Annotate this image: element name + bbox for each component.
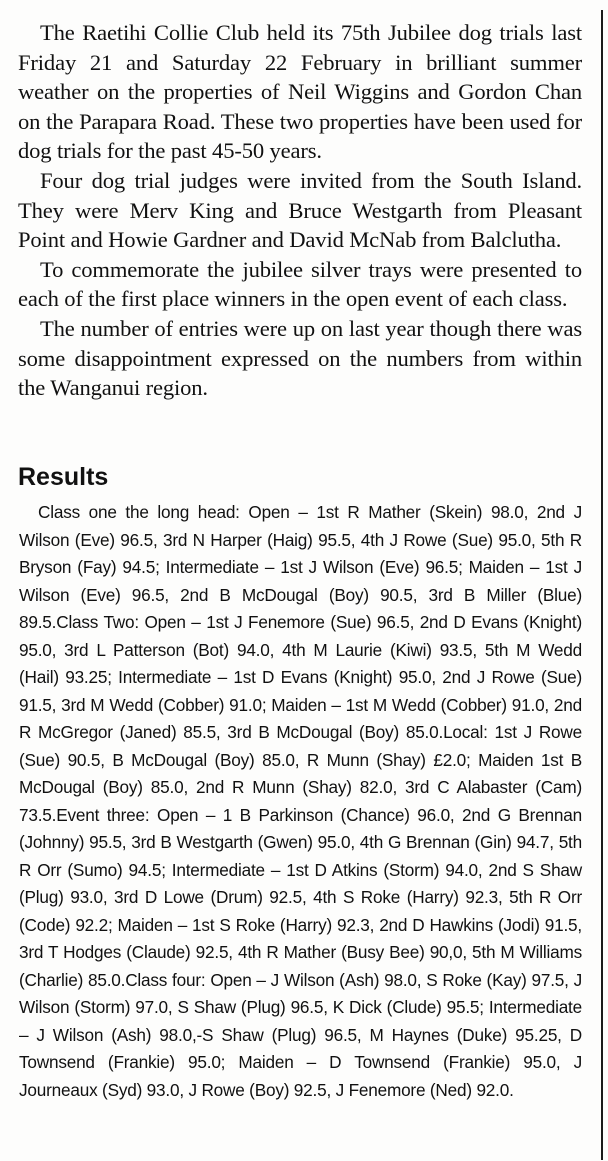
- article-paragraph-3: To commemorate the jubilee silver trays were presented to each of the first place winners in the open event of each class.: [18, 256, 582, 312]
- column-rule: [601, 10, 603, 1160]
- article-paragraph-1: The Raetihi Collie Club held its 75th Jubilee dog trials last Friday 21 and Saturday 22 February in brilliant summer weather on the properties of Neil Wiggins and Gordon Chan on the Parapara Road. These two properties have been used for dog trials for the past 45-50 years.: [18, 20, 582, 164]
- article-paragraph-2: Four dog trial judges were invited from the South Island. They were Merv King and Bruce Westgarth from Pleasant Point and Howie Gardner and David McNab from Balclutha.: [18, 167, 582, 253]
- results-listing: Class one the long head: Open – 1st R Mather (Skein) 98.0, 2nd J Wilson (Eve) 96.5, 3rd N Harper (Haig) 95.5, 4th J Rowe (Sue) 95.0, 5th R Bryson (Fay) 94.5; Intermediate – 1st J Wilson (Eve) 96.5; Maiden – 1st J Wilson (Eve) 96.5, 2nd B McDougal (Boy) 90.5, 3rd B Miller (Blue) 89.5.Class Two: Open – 1st J Fenemore (Sue) 96.5, 2nd D Evans (Knight) 95.0, 3rd L Patterson (Bot) 94.0, 4th M Laurie (Kiwi) 93.5, 5th M Wedd (Hail) 93.25; Intermediate – 1st D Evans (Knight) 95.0, 2nd J Rowe (Sue) 91.5, 3rd M Wedd (Cobber) 91.0; Maiden – 1st M Wedd (Cobber) 91.0, 2nd R McGregor (Janed) 85.5, 3rd B McDougal (Boy) 85.0.Local: 1st J Rowe (Sue) 90.5, B McDougal (Boy) 85.0, R Munn (Shay) £2.0; Maiden 1st B McDougal (Boy) 85.0, 2nd R Munn (Shay) 82.0, 3rd C Alabaster (Cam) 73.5.Event three: Open – 1 B Parkinson (Chance) 96.0, 2nd G Brennan (Johnny) 95.5, 3rd B Westgarth (Gwen) 95.0, 4th G Brennan (Gin) 94.7, 5th R Orr (Sumo) 94.5; Intermediate – 1st D Atkins (Storm) 94.0, 2nd S Shaw (Plug) 93.0, 3rd D Lowe (Drum) 92.5, 4th S Roke (Harry) 92.3, 5th R Orr (Code) 92.2; Maiden – 1st S Roke (Harry) 92.3, 2nd D Hawkins (Jodi) 91.5, 3rd T Hodges (Claude) 92.5, 4th R Mather (Busy Bee) 90,0, 5th M Williams (Charlie) 85.0.Class four: Open – J Wilson (Ash) 98.0, S Roke (Kay) 97.5, J Wilson (Storm) 97.0, S Shaw (Plug) 96.5, K Dick (Clude) 95.5; Intermediate – J Wilson (Ash) 98.0,-S Shaw (Plug) 96.5, M Haynes (Duke) 95.25, D Townsend (Frankie) 95.0; Maiden – D Townsend (Frankie) 95.0, J Journeaux (Syd) 93.0, J Rowe (Boy) 92.5, J Fenemore (Ned) 92.0.: [19, 502, 582, 1100]
- article-paragraph-4: The number of entries were up on last year though there was some disappointment expressed on the numbers from within the Wanganui region.: [18, 315, 582, 401]
- article-body: [18, 18, 582, 403]
- results-heading: Results: [18, 463, 109, 491]
